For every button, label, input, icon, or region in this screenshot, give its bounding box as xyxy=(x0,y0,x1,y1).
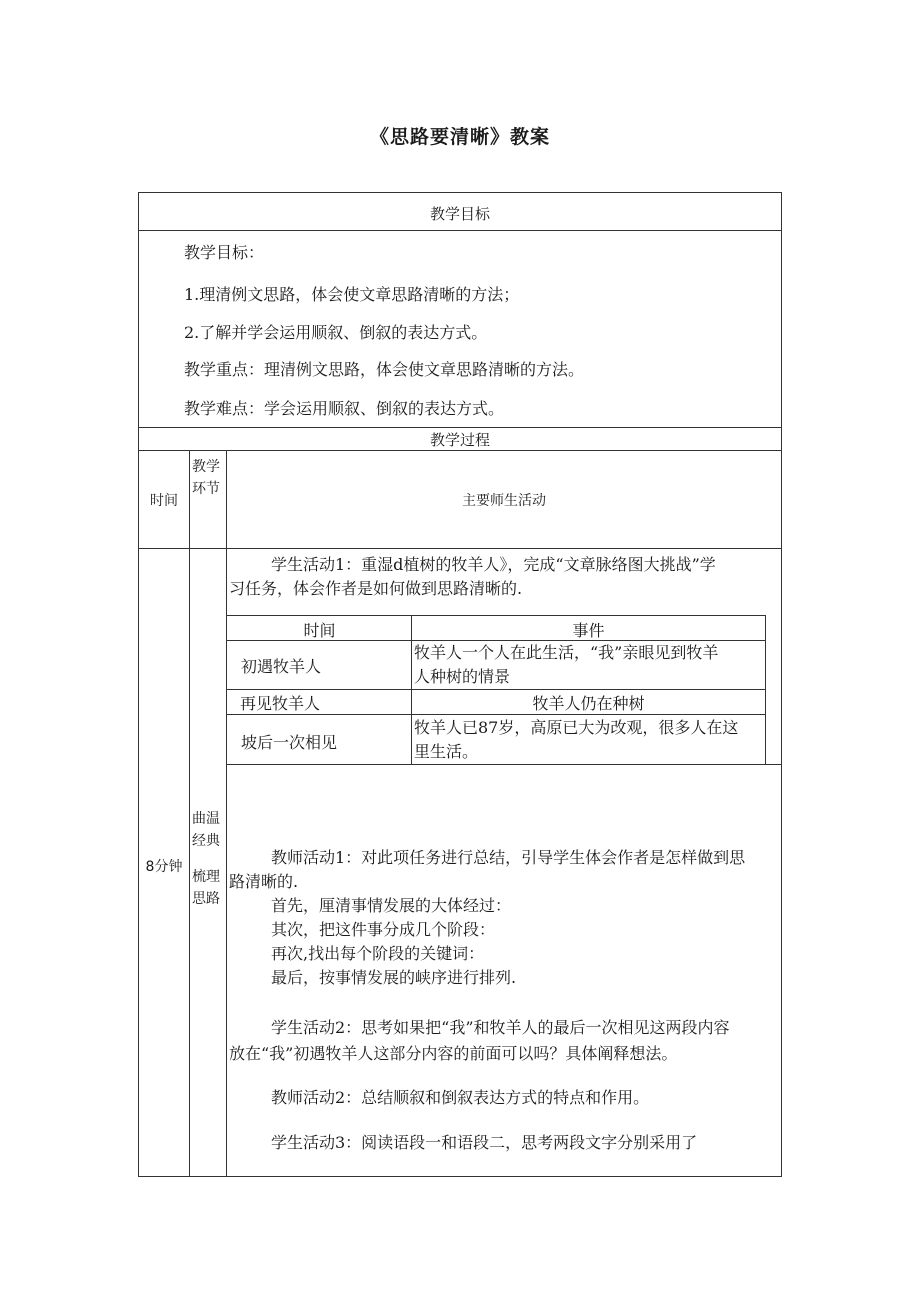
goals-header: 教学目标 xyxy=(429,205,490,223)
row-stage: 曲温 经典 梳理 思路 xyxy=(192,811,220,907)
goal-item-1: 1.理清例文思路，体会使文章思路清晰的方法； xyxy=(184,285,520,304)
step-1: 首先，厘清事情发展的大体经过： xyxy=(271,896,512,915)
event-row-3-desc: 牧羊人已87岁，高原已大为改观，很多人在这 里生活。 xyxy=(414,718,739,761)
student-activity-1: 学生活动1：重湿d植树的牧羊人》，完成“文章脉络图大挑战”学 习任务，体会作者是如何做到思路清晰的. xyxy=(229,555,716,598)
event-row-3-time: 坡后一次相见 xyxy=(241,733,338,752)
event-row-1-desc: 牧羊人一个人在此生活，“我”亲眼见到牧羊 人种树的情景 xyxy=(414,643,719,686)
step-3: 再次,找出每个阶段的关键词： xyxy=(271,944,485,963)
step-2: 其次，把这件事分成几个阶段： xyxy=(271,920,496,939)
col-stage-header: 教学 环节 xyxy=(192,459,220,497)
student-activity-2: 学生活动2：思考如果把“我”和牧羊人的最后一次相见这两段内容 放在“我”初遇牧羊人这部分内容的前面可以吗？具体阐释想法。 xyxy=(229,1018,730,1063)
goal-item-2: 2.了解并学会运用顺叙、倒叙的表达方式。 xyxy=(184,323,488,342)
teacher-activity-1: 教师活动1：对此项任务进行总结，引导学生体会作者是怎样做到思 路清晰的. 首先，厘清事情发展的大体经过： 其次，把这件事分成几个阶段： 再次,找出每个阶段的关键词： 最后，按事情发展的峡序进行排列. xyxy=(229,846,779,990)
row-time: 8分钟 xyxy=(145,859,183,875)
goals-intro: 教学目标： xyxy=(184,243,265,262)
teacher-activity-2: 教师活动2：总结顺叙和倒叙表达方式的特点和作用。 xyxy=(271,1088,650,1107)
page-title: 《思路要清晰》教案 xyxy=(369,126,550,148)
col-activity-header: 主要师生活动 xyxy=(462,493,546,509)
student-activity-3: 学生活动3：阅读语段一和语段二，思考两段文字分别采用了 xyxy=(271,1133,698,1152)
difficulty-point: 教学难点：学会运用顺叙、倒叙的表达方式。 xyxy=(184,399,505,418)
events-header-event: 事件 xyxy=(572,621,605,640)
event-row-2-desc: 牧羊人仍在种树 xyxy=(532,694,645,713)
event-row-1-time: 初遇牧羊人 xyxy=(241,657,322,676)
events-header-time: 时间 xyxy=(303,621,336,640)
process-header: 教学过程 xyxy=(429,431,490,449)
key-point: 教学重点：理清例文思路，体会使文章思路清晰的方法。 xyxy=(184,360,585,379)
event-row-2-time: 再见牧羊人 xyxy=(240,694,321,713)
step-4: 最后，按事情发展的峡序进行排列. xyxy=(271,968,517,987)
col-time-header: 时间 xyxy=(150,493,178,509)
